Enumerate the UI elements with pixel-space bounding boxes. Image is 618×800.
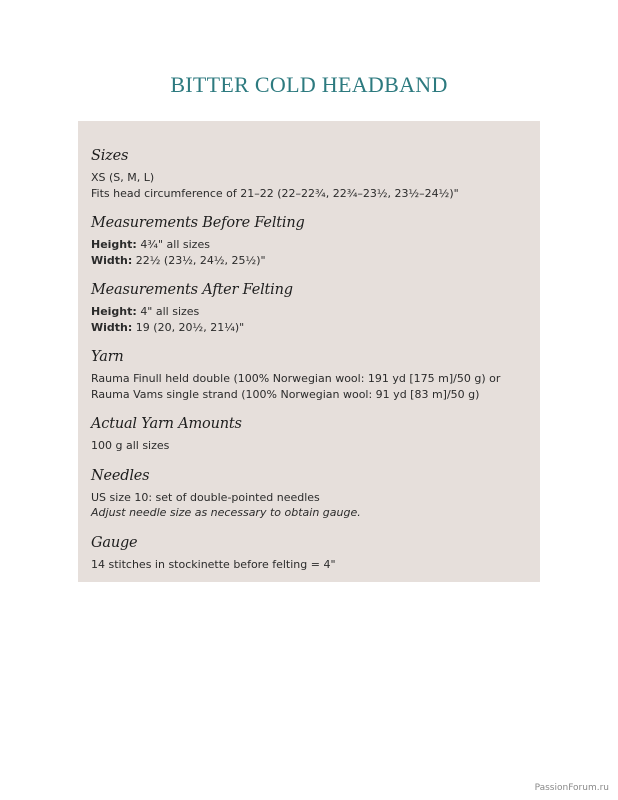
before-height-value: 4¾" all sizes [140,238,210,251]
yarn-heading: Yarn [91,349,124,365]
before-height-label: Height: [91,238,137,251]
yarn-line-1: Rauma Finull held double (100% Norwegian wool: 191 yd [175 m]/50 g) or [91,372,501,385]
page-title: BITTER COLD HEADBAND [170,72,448,97]
before-width-label: Width: [91,253,133,267]
watermark: PassionForum.ru [534,783,609,793]
needles-heading: Needles [91,467,150,484]
yarn-amounts-section [91,415,526,454]
gauge-heading: Gauge [91,534,138,551]
gauge-line: 14 stitches in stockinette before felting = 4" [91,557,336,571]
before-height-line [91,237,526,253]
after-width-line [91,320,526,336]
yarn-amounts-line: 100 g all sizes [91,439,170,452]
needles-line: US size 10: set of double-pointed needles [91,490,320,504]
after-width-value: 19 (20, 20½, 21¼)" [135,320,245,334]
measurements-before-heading: Measurements Before Felting [91,215,305,231]
after-height-value: 4" all sizes [140,305,200,318]
after-height-label: Height: [91,305,137,318]
after-height-line [91,304,526,320]
measurements-after-section [91,281,526,335]
yarn-line-2: Rauma Vams single strand (100% Norwegian wool: 91 yd [83 m]/50 g) [91,387,480,401]
sizes-line: XS (S, M, L) [91,171,155,184]
needles-section [91,467,526,521]
pattern-info-panel [78,121,540,582]
sizes-heading: Sizes [91,148,129,164]
yarn-section [91,348,526,402]
head-circumference-line: Fits head circumference of 21–22 (22–22¾, 22¾–23½, 23½–24½)" [91,186,459,200]
yarn-amounts-heading: Actual Yarn Amounts [91,416,242,432]
before-width-value: 22½ (23½, 24½, 25½)" [135,253,266,267]
needles-note: Adjust needle size as necessary to obtain gauge. [91,506,361,519]
measurements-before-section [91,214,526,268]
sizes-section [91,147,526,201]
gauge-section [91,534,526,573]
measurements-after-heading: Measurements After Felting [91,282,293,298]
after-width-label: Width: [91,320,133,334]
before-width-line [91,253,526,269]
